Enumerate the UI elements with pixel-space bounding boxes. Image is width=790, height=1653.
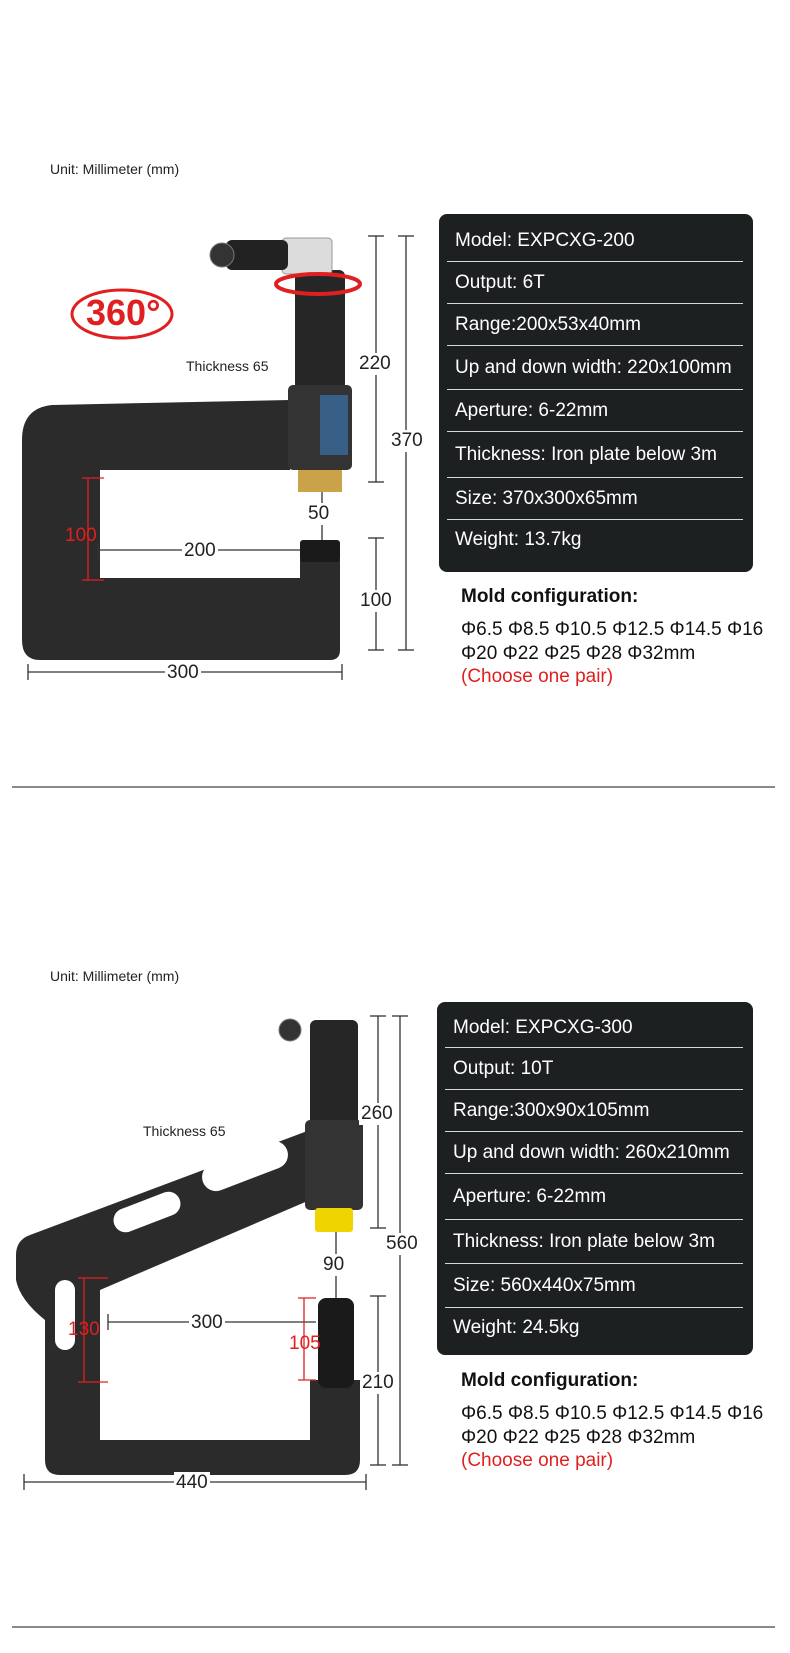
mold-sizes: Φ6.5 Φ8.5 Φ10.5 Φ12.5 Φ14.5 Φ16 Φ20 Φ22 Φ25 Φ28 Φ32mm	[461, 619, 764, 664]
dim-throat-height: 130	[68, 1319, 100, 1340]
dim-throat-height: 100	[65, 525, 97, 546]
dim-gap: 50	[308, 503, 330, 524]
spec-range: Range:300x90x105mm	[445, 1090, 743, 1132]
spec-aperture: Aperture: 6-22mm	[445, 1174, 743, 1220]
product-section-expcxg-300	[0, 820, 790, 1653]
quick-connector-icon	[210, 243, 234, 267]
hydraulic-cylinder	[295, 270, 345, 390]
spec-model: Model: EXPCXG-300	[445, 1008, 743, 1048]
dim-height-top: 220	[359, 353, 391, 374]
thickness-label: Thickness 65	[143, 1123, 226, 1139]
dim-throat-depth: 200	[184, 540, 216, 561]
unit-label: Unit: Millimeter (mm)	[50, 161, 180, 177]
mold-note: (Choose one pair)	[461, 666, 614, 687]
hose-coupler	[226, 240, 288, 270]
lower-die	[318, 1298, 354, 1388]
spec-size: Size: 370x300x65mm	[447, 478, 743, 520]
frame-slot	[116, 1414, 186, 1436]
quick-connector-icon	[279, 1019, 301, 1041]
section-divider	[12, 786, 775, 788]
spec-up-down-width: Up and down width: 220x100mm	[447, 346, 743, 390]
spec-model: Model: EXPCXG-200	[447, 220, 743, 262]
mold-title: Mold configuration:	[461, 586, 639, 607]
product-section-expcxg-200	[0, 0, 790, 800]
spec-output: Output: 10T	[445, 1048, 743, 1090]
dim-width: 300	[167, 662, 199, 683]
dim-punch-height: 105	[289, 1333, 321, 1354]
tool-head	[282, 238, 332, 274]
spec-weight: Weight: 13.7kg	[455, 529, 582, 550]
spec-output: Output: 6T	[447, 262, 743, 304]
spec-size: Size: 560x440x75mm	[445, 1264, 743, 1308]
upper-die	[298, 470, 342, 492]
spec-thickness: Thickness: Iron plate below 3m	[445, 1220, 743, 1264]
section-divider	[12, 1626, 775, 1628]
cylinder-collar	[305, 1120, 363, 1210]
unit-label: Unit: Millimeter (mm)	[50, 968, 180, 984]
dim-height-bottom: 100	[360, 590, 392, 611]
frame-slot	[210, 1414, 270, 1436]
thickness-label: Thickness 65	[186, 358, 269, 374]
spec-thickness: Thickness: Iron plate below 3m	[447, 432, 743, 478]
tool-diagram-expcxg-300	[0, 820, 440, 1540]
dim-gap: 90	[323, 1254, 345, 1275]
dim-throat-depth: 300	[191, 1312, 223, 1333]
mold-sizes: Φ6.5 Φ8.5 Φ10.5 Φ12.5 Φ14.5 Φ16 Φ20 Φ22 Φ25 Φ28 Φ32mm	[461, 1403, 764, 1448]
mold-title: Mold configuration:	[461, 1370, 639, 1391]
dim-height-bottom: 210	[362, 1372, 394, 1393]
spec-sticker	[320, 395, 348, 455]
dim-height-total: 560	[386, 1233, 418, 1254]
spec-up-down-width: Up and down width: 260x210mm	[445, 1132, 743, 1174]
dim-height-total: 370	[391, 430, 423, 451]
upper-die	[315, 1208, 353, 1232]
mold-note: (Choose one pair)	[461, 1450, 614, 1471]
spec-weight: Weight: 24.5kg	[453, 1317, 580, 1338]
spec-range: Range:200x53x40mm	[447, 304, 743, 346]
dim-height-top: 260	[361, 1103, 393, 1124]
spec-panel	[437, 1002, 753, 1355]
rotation-badge-label: 360°	[86, 292, 161, 333]
spec-aperture: Aperture: 6-22mm	[447, 390, 743, 432]
lower-die	[300, 540, 340, 562]
spec-panel	[439, 214, 753, 572]
dim-width: 440	[176, 1472, 208, 1493]
